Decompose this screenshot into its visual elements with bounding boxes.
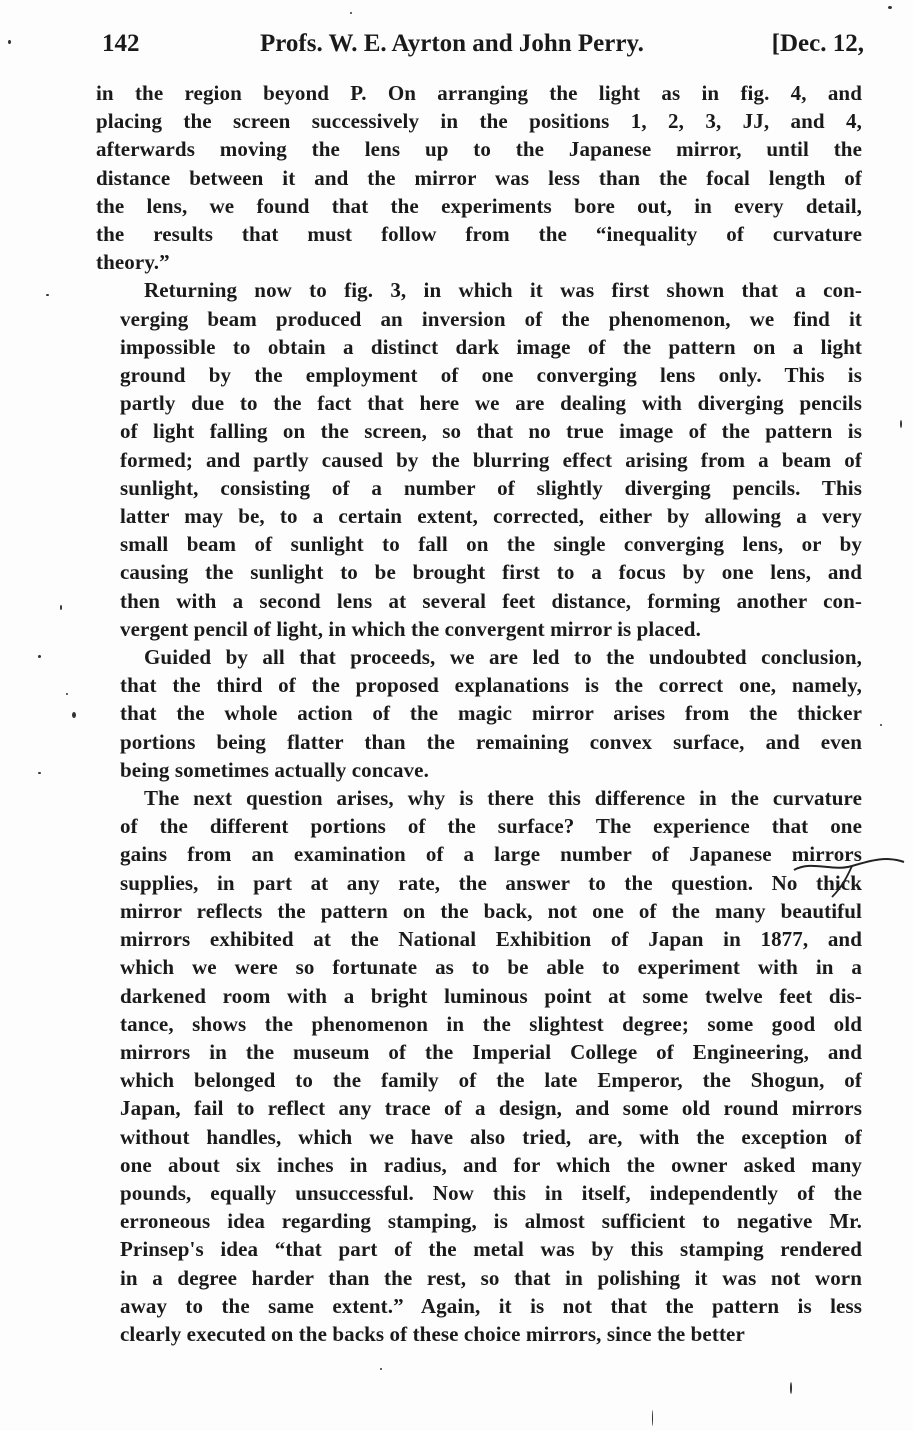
text-line: Guided by all that proceeds, we are led to the undoubted conclusion, — [144, 645, 862, 670]
scan-speck — [380, 1368, 382, 1370]
scan-speck — [38, 772, 41, 774]
scan-speck — [350, 12, 352, 14]
pencil-mark-icon — [792, 852, 907, 902]
paragraph — [96, 79, 862, 276]
text-line: Japan, fail to reflect any trace of a design, and some old round mirrors — [120, 1096, 862, 1121]
text-line: impossible to obtain a distinct dark image of the pattern on a light — [120, 334, 862, 359]
text-line: of the different portions of the surface? The experience that one — [120, 814, 862, 839]
scan-speck — [72, 712, 76, 718]
text-line: the results that must follow from the “inequality of curvature — [96, 222, 862, 247]
text-line: mirrors exhibited at the National Exhibition of Japan in 1877, and — [120, 927, 862, 952]
text-line: small beam of sunlight to fall on the single converging lens, or by — [120, 532, 862, 557]
text-line: latter may be, to a certain extent, corrected, either by allowing a very — [120, 504, 862, 529]
paragraph — [96, 276, 862, 643]
scan-speck — [66, 693, 68, 695]
text-line: formed; and partly caused by the blurring effect arising from a beam of — [120, 447, 862, 472]
text-line: that the third of the proposed explanations is the correct one, namely, — [120, 673, 862, 698]
text-line: mirrors in the museum of the Imperial College of Engineering, and — [120, 1039, 862, 1064]
text-line: theory.” — [96, 250, 170, 275]
text-line: placing the screen successively in the positions 1, 2, 3, JJ, and 4, — [96, 109, 862, 134]
text-line: Prinsep's idea “that part of the metal was by this stamping rendered — [120, 1237, 862, 1262]
text-line: being sometimes actually concave. — [120, 757, 429, 782]
article-body — [96, 79, 862, 1348]
text-line: sunlight, consisting of a number of slightly diverging pencils. This — [120, 475, 862, 500]
scan-speck — [38, 655, 41, 658]
scan-speck — [880, 724, 882, 726]
text-line: erroneous idea regarding stamping, is almost sufficient to negative Mr. — [120, 1209, 862, 1234]
running-title: Profs. W. E. Ayrton and John Perry. — [260, 30, 644, 57]
text-line: in a degree harder than the rest, so that in polishing it was not worn — [120, 1265, 862, 1290]
text-line: gains from an examination of a large number of Japanese mirrors — [120, 842, 862, 867]
text-line: that the whole action of the magic mirror arises from the thicker — [120, 701, 862, 726]
paragraph — [96, 643, 862, 784]
date-reference: [Dec. 12, — [771, 30, 864, 57]
scan-speck — [652, 1410, 653, 1426]
page-number: 142 — [102, 30, 140, 57]
text-line: away to the same extent.” Again, it is not that the pattern is less — [120, 1293, 862, 1318]
text-line: in the region beyond P. On arranging the light as in fig. 4, and — [96, 81, 862, 105]
text-line: vergent pencil of light, in which the convergent mirror is placed. — [120, 616, 701, 641]
text-line: ground by the employment of one converging lens only. This is — [120, 363, 862, 388]
text-line: causing the sunlight to be brought first to a focus by one lens, and — [120, 560, 862, 585]
text-line: afterwards moving the lens up to the Japanese mirror, until the — [96, 137, 862, 162]
text-line: Returning now to fig. 3, in which it was first shown that a con- — [144, 278, 862, 303]
text-line: mirror reflects the pattern on the back, not one of the many beautiful — [120, 898, 862, 923]
text-line: one about six inches in radius, and for which the owner asked many — [120, 1152, 862, 1177]
text-line: without handles, which we have also tried, are, with the exception of — [120, 1124, 862, 1149]
text-line: supplies, in part at any rate, the answer to the question. No thick — [120, 870, 862, 895]
text-line: the lens, we found that the experiments bore out, in every detail, — [96, 193, 862, 218]
text-line: The next question arises, why is there this difference in the curvature — [144, 786, 862, 811]
text-line: portions being flatter than the remaining convex surface, and even — [120, 729, 862, 754]
text-line: of light falling on the screen, so that no true image of the pattern is — [120, 419, 862, 444]
text-line: then with a second lens at several feet distance, forming another con- — [120, 588, 862, 613]
text-line: verging beam produced an inversion of the phenomenon, we find it — [120, 306, 862, 331]
text-line: distance between it and the mirror was less than the focal length of — [96, 165, 862, 190]
text-line: darkened room with a bright luminous point at some twelve feet dis- — [120, 983, 862, 1008]
text-line: tance, shows the phenomenon in the slightest degree; some good old — [120, 1011, 862, 1036]
text-line: pounds, equally unsuccessful. Now this in itself, independently of the — [120, 1180, 862, 1205]
scan-speck — [8, 40, 11, 44]
text-line: which belonged to the family of the late Emperor, the Shogun, of — [120, 1068, 862, 1093]
text-line: which we were so fortunate as to be able to experiment with in a — [120, 955, 862, 980]
scan-speck — [888, 6, 892, 9]
page-header — [100, 30, 870, 66]
text-line: partly due to the fact that here we are dealing with diverging pencils — [120, 391, 862, 416]
text-line: clearly executed on the backs of these choice mirrors, since the better — [120, 1321, 745, 1346]
scan-speck — [46, 294, 49, 296]
scan-speck — [900, 420, 902, 428]
scan-speck — [60, 605, 62, 610]
paragraph — [96, 784, 862, 1348]
scan-speck — [790, 1382, 792, 1394]
